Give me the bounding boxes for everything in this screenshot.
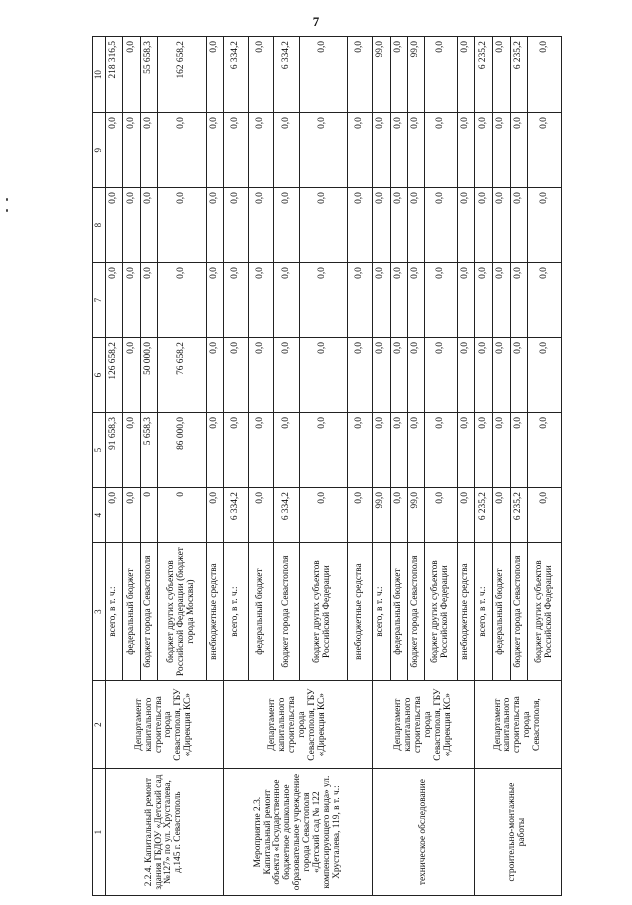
amount-cell: 0,0 <box>458 488 475 543</box>
table-row <box>223 37 248 896</box>
amount-cell: 0,0 <box>493 413 511 488</box>
amount-cell: 0,0 <box>373 338 390 413</box>
amount-cell: 0,0 <box>510 113 528 188</box>
amount-cell: 0,0 <box>390 338 407 413</box>
funding-source-cell: всего, в т. ч.: <box>223 543 248 681</box>
amount-cell: 0,0 <box>458 188 475 263</box>
amount-cell: 0,0 <box>528 263 562 338</box>
amount-cell: 0,0 <box>458 263 475 338</box>
amount-cell: 0,0 <box>249 413 274 488</box>
amount-cell: 0,0 <box>373 263 390 338</box>
amount-cell: 0,0 <box>274 188 299 263</box>
amount-cell: 0,0 <box>123 263 140 338</box>
amount-cell: 0 <box>157 488 206 543</box>
amount-cell: 126 658,2 <box>106 338 123 413</box>
object-name-cell: Мероприятие 2.3. Капитальный ремонт объекта «Государственное бюджетное дошкольное образовательное учреждение города Севастополя «Детский сад № 122 компенсирующего вида» ул. Хрусталева, 119, в т. ч.: <box>223 769 372 896</box>
amount-cell: 0,0 <box>249 263 274 338</box>
rotated-table-container <box>92 36 562 896</box>
amount-cell: 0,0 <box>123 413 140 488</box>
funding-source-cell: внебюджетные средства <box>347 543 372 681</box>
amount-cell: 86 000,0 <box>157 413 206 488</box>
amount-cell: 0,0 <box>373 113 390 188</box>
amount-cell: 0,0 <box>528 113 562 188</box>
amount-cell: 0,0 <box>493 338 511 413</box>
amount-cell: 0,0 <box>475 263 493 338</box>
amount-cell: 0,0 <box>123 113 140 188</box>
table-row <box>106 37 123 896</box>
amount-cell: 5 658,3 <box>140 413 157 488</box>
header-row <box>93 37 106 896</box>
amount-cell: 0,0 <box>347 413 372 488</box>
header-cell: 6 <box>93 338 106 413</box>
amount-cell: 0,0 <box>157 188 206 263</box>
amount-cell: 0,0 <box>390 413 407 488</box>
amount-cell: 6 334,2 <box>223 37 248 113</box>
amount-cell: 0,0 <box>140 188 157 263</box>
funding-source-cell: федеральный бюджет <box>493 543 511 681</box>
amount-cell: 0,0 <box>299 263 347 338</box>
amount-cell: 0,0 <box>528 188 562 263</box>
amount-cell: 0,0 <box>390 263 407 338</box>
amount-cell: 0,0 <box>407 263 424 338</box>
amount-cell: 0,0 <box>249 113 274 188</box>
table-row <box>373 37 390 896</box>
amount-cell: 50 000,0 <box>140 338 157 413</box>
amount-cell: 0,0 <box>493 113 511 188</box>
amount-cell: 0,0 <box>425 263 458 338</box>
amount-cell: 0,0 <box>223 338 248 413</box>
amount-cell: 0,0 <box>249 338 274 413</box>
executor-cell: Департамент капитального строительства города Севастополя, <box>475 681 562 769</box>
page-number: 7 <box>312 14 320 29</box>
funding-source-cell: федеральный бюджет <box>249 543 274 681</box>
amount-cell: 0,0 <box>347 188 372 263</box>
amount-cell: 0,0 <box>493 263 511 338</box>
amount-cell: 0,0 <box>347 263 372 338</box>
amount-cell: 0,0 <box>223 113 248 188</box>
amount-cell: 6 235,2 <box>475 37 493 113</box>
scan-speck <box>6 198 8 201</box>
amount-cell: 0,0 <box>157 113 206 188</box>
amount-cell: 0,0 <box>274 413 299 488</box>
header-cell: 10 <box>93 37 106 113</box>
amount-cell: 0,0 <box>390 188 407 263</box>
header-cell: 9 <box>93 113 106 188</box>
header-cell: 1 <box>93 769 106 896</box>
funding-source-cell: бюджет других субъектов Российской Федерации <box>528 543 562 681</box>
amount-cell: 0,0 <box>299 113 347 188</box>
funding-source-cell: всего, в т. ч.: <box>106 543 123 681</box>
amount-cell: 0,0 <box>206 413 223 488</box>
amount-cell: 0,0 <box>425 488 458 543</box>
funding-source-cell: бюджет других субъектов Российской Федерации <box>299 543 347 681</box>
amount-cell: 0 <box>140 488 157 543</box>
amount-cell: 0,0 <box>223 413 248 488</box>
amount-cell: 0,0 <box>475 338 493 413</box>
amount-cell: 0,0 <box>528 413 562 488</box>
amount-cell: 99,0 <box>407 488 424 543</box>
amount-cell: 0,0 <box>223 188 248 263</box>
amount-cell: 0,0 <box>206 338 223 413</box>
amount-cell: 76 658,2 <box>157 338 206 413</box>
amount-cell: 0,0 <box>274 113 299 188</box>
amount-cell: 0,0 <box>475 188 493 263</box>
funding-source-cell: федеральный бюджет <box>390 543 407 681</box>
amount-cell: 0,0 <box>528 338 562 413</box>
amount-cell: 0,0 <box>157 263 206 338</box>
header-cell: 5 <box>93 413 106 488</box>
amount-cell: 6 235,2 <box>510 37 528 113</box>
amount-cell: 0,0 <box>390 37 407 113</box>
amount-cell: 99,0 <box>373 488 390 543</box>
amount-cell: 0,0 <box>206 37 223 113</box>
funding-source-cell: внебюджетные средства <box>458 543 475 681</box>
executor-cell: Департамент капитального строительства города Севастополя, ГБУ «Дирекция КС» <box>106 681 224 769</box>
funding-source-cell: бюджет города Севастополя <box>274 543 299 681</box>
amount-cell: 0,0 <box>493 488 511 543</box>
amount-cell: 0,0 <box>206 113 223 188</box>
amount-cell: 0,0 <box>510 188 528 263</box>
amount-cell: 91 658,3 <box>106 413 123 488</box>
amount-cell: 0,0 <box>458 37 475 113</box>
amount-cell: 0,0 <box>458 113 475 188</box>
amount-cell: 99,0 <box>373 37 390 113</box>
amount-cell: 0,0 <box>390 113 407 188</box>
amount-cell: 0,0 <box>106 488 123 543</box>
amount-cell: 0,0 <box>528 488 562 543</box>
amount-cell: 0,0 <box>249 37 274 113</box>
rotated-table-frame <box>92 36 562 896</box>
amount-cell: 0,0 <box>425 338 458 413</box>
amount-cell: 0,0 <box>475 413 493 488</box>
amount-cell: 0,0 <box>510 263 528 338</box>
amount-cell: 0,0 <box>425 413 458 488</box>
amount-cell: 0,0 <box>274 338 299 413</box>
amount-cell: 0,0 <box>123 338 140 413</box>
amount-cell: 0,0 <box>347 488 372 543</box>
amount-cell: 0,0 <box>510 338 528 413</box>
amount-cell: 0,0 <box>206 488 223 543</box>
funding-source-cell: внебюджетные средства <box>206 543 223 681</box>
header-cell: 2 <box>93 681 106 769</box>
amount-cell: 0,0 <box>123 37 140 113</box>
amount-cell: 0,0 <box>407 413 424 488</box>
amount-cell: 0,0 <box>493 37 511 113</box>
executor-cell: Департамент капитального строительства города Севастополя, ГБУ «Дирекция КС» <box>223 681 372 769</box>
amount-cell: 6 334,2 <box>274 488 299 543</box>
amount-cell: 6 334,2 <box>223 488 248 543</box>
amount-cell: 0,0 <box>206 188 223 263</box>
amount-cell: 6 235,2 <box>510 488 528 543</box>
amount-cell: 0,0 <box>106 188 123 263</box>
amount-cell: 0,0 <box>223 263 248 338</box>
amount-cell: 0,0 <box>274 263 299 338</box>
amount-cell: 0,0 <box>493 188 511 263</box>
amount-cell: 0,0 <box>249 488 274 543</box>
executor-cell: Департамент капитального строительства города Севастополя, ГБУ «Дирекция КС» <box>373 681 475 769</box>
amount-cell: 6 334,2 <box>274 37 299 113</box>
amount-cell: 0,0 <box>140 113 157 188</box>
funding-source-cell: бюджет города Севастополя <box>407 543 424 681</box>
object-name-cell: техническое обследование <box>373 769 475 896</box>
header-cell: 3 <box>93 543 106 681</box>
funding-source-cell: всего, в т. ч.: <box>373 543 390 681</box>
amount-cell: 0,0 <box>510 413 528 488</box>
amount-cell: 0,0 <box>299 338 347 413</box>
amount-cell: 0,0 <box>299 188 347 263</box>
table-row <box>475 37 493 896</box>
amount-cell: 0,0 <box>123 188 140 263</box>
amount-cell: 0,0 <box>373 188 390 263</box>
scan-speck <box>6 209 8 212</box>
amount-cell: 218 316,5 <box>106 37 123 113</box>
budget-table <box>92 36 562 896</box>
amount-cell: 0,0 <box>425 37 458 113</box>
funding-source-cell: бюджет города Севастополя <box>140 543 157 681</box>
amount-cell: 0,0 <box>475 113 493 188</box>
funding-source-cell: бюджет других субъектов Российской Федерации <box>425 543 458 681</box>
amount-cell: 55 658,3 <box>140 37 157 113</box>
amount-cell: 0,0 <box>458 413 475 488</box>
amount-cell: 0,0 <box>528 37 562 113</box>
header-cell: 8 <box>93 188 106 263</box>
amount-cell: 0,0 <box>347 37 372 113</box>
object-name-cell: 2.2.4. Капитальный ремонт здания ГБДОУ «Детский сад №127» по ул. Хрусталева, д.145 г. Севастополь <box>106 769 224 896</box>
funding-source-cell: федеральный бюджет <box>123 543 140 681</box>
amount-cell: 0,0 <box>407 188 424 263</box>
header-cell: 4 <box>93 488 106 543</box>
amount-cell: 99,0 <box>407 37 424 113</box>
amount-cell: 0,0 <box>249 188 274 263</box>
amount-cell: 0,0 <box>425 113 458 188</box>
amount-cell: 0,0 <box>299 488 347 543</box>
amount-cell: 0,0 <box>390 488 407 543</box>
amount-cell: 0,0 <box>407 338 424 413</box>
amount-cell: 6 235,2 <box>475 488 493 543</box>
amount-cell: 0,0 <box>347 113 372 188</box>
amount-cell: 0,0 <box>106 113 123 188</box>
table-body <box>106 37 562 896</box>
amount-cell: 0,0 <box>299 413 347 488</box>
object-name-cell: строительно-монтажные работы <box>475 769 562 896</box>
amount-cell: 162 658,2 <box>157 37 206 113</box>
amount-cell: 0,0 <box>123 488 140 543</box>
amount-cell: 0,0 <box>299 37 347 113</box>
funding-source-cell: бюджет города Севастополя <box>510 543 528 681</box>
header-cell: 7 <box>93 263 106 338</box>
amount-cell: 0,0 <box>407 113 424 188</box>
funding-source-cell: всего, в т. ч.: <box>475 543 493 681</box>
amount-cell: 0,0 <box>373 413 390 488</box>
amount-cell: 0,0 <box>106 263 123 338</box>
amount-cell: 0,0 <box>458 338 475 413</box>
amount-cell: 0,0 <box>206 263 223 338</box>
amount-cell: 0,0 <box>347 338 372 413</box>
funding-source-cell: бюджет других субъектов Российской Федерации (бюджет города Москвы) <box>157 543 206 681</box>
amount-cell: 0,0 <box>140 263 157 338</box>
amount-cell: 0,0 <box>425 188 458 263</box>
